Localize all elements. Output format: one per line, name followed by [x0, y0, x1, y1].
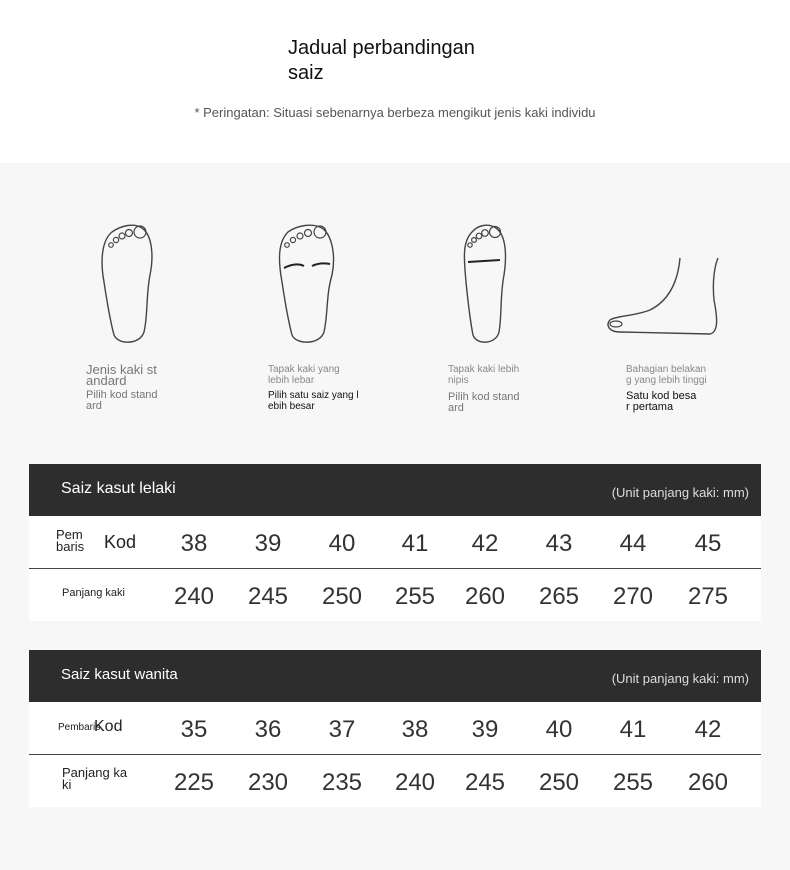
women-code-cell: 39 [471, 716, 499, 743]
foot-caption-3 [448, 364, 548, 414]
men-length-cell: 275 [687, 583, 729, 610]
men-length-label: Panjang kaki [62, 587, 125, 599]
men-unit-note: (Unit panjang kaki: mm) [611, 485, 749, 500]
men-code-cell: 38 [180, 530, 208, 557]
women-length-cell: 225 [173, 769, 215, 796]
caption-type: Tapak kaki yang [268, 364, 340, 375]
women-length-cell: 260 [687, 769, 729, 796]
caption-type: lebih lebar [268, 375, 315, 386]
caption-advice: r pertama [626, 401, 674, 413]
men-length-cell: 245 [247, 583, 289, 610]
label-part: baris [56, 539, 85, 554]
women-code-cell: 40 [545, 716, 573, 743]
high-instep-foot-icon [600, 220, 730, 350]
standard-foot-icon [62, 220, 192, 350]
caption-advice: ard [86, 400, 102, 412]
label-part: Pem [56, 527, 83, 542]
women-code-row [29, 702, 761, 755]
header-section [0, 0, 790, 163]
men-length-cell: 260 [464, 583, 506, 610]
caption-type: Jenis kaki st [86, 362, 157, 377]
men-length-cell: 255 [394, 583, 436, 610]
men-length-cell: 250 [321, 583, 363, 610]
title-line-2: saiz [288, 62, 324, 84]
foot-caption-4 [626, 364, 746, 413]
caption-type: nipis [448, 375, 469, 386]
men-table-title: Saiz kasut lelaki [61, 480, 176, 497]
men-code-cell: 39 [254, 530, 282, 557]
women-length-label [62, 767, 127, 791]
caption-advice: ard [448, 402, 464, 414]
women-code-label-small: Pembaris [58, 722, 101, 733]
women-length-cell: 240 [394, 769, 436, 796]
caption-type: Tapak kaki lebih [448, 364, 520, 375]
women-table-title: Saiz kasut wanita [61, 666, 178, 683]
women-length-cell: 250 [538, 769, 580, 796]
women-length-cell: 235 [321, 769, 363, 796]
men-code-label-small [56, 529, 84, 553]
caption-type: g yang lebih tinggi [626, 375, 707, 386]
men-code-label: Kod [104, 532, 137, 552]
women-unit-note: (Unit panjang kaki: mm) [611, 671, 749, 686]
thin-foot-icon [420, 220, 550, 350]
women-size-header [29, 650, 761, 702]
caption-advice: Pilih satu saiz yang l [268, 390, 359, 401]
women-length-cell: 255 [612, 769, 654, 796]
men-size-header [29, 464, 761, 516]
men-length-cell: 265 [538, 583, 580, 610]
women-length-row [29, 755, 761, 807]
men-length-cell: 240 [173, 583, 215, 610]
women-length-cell: 245 [464, 769, 506, 796]
women-length-cell: 230 [247, 769, 289, 796]
warning-note: * Peringatan: Situasi sebenarnya berbeza mengikut jenis kaki individu [194, 105, 596, 120]
women-code-cell: 42 [694, 716, 722, 743]
caption-advice: ebih besar [268, 401, 315, 412]
page-title [288, 36, 508, 86]
wide-foot-icon [240, 220, 370, 350]
men-code-cell: 41 [401, 530, 429, 557]
men-code-cell: 44 [619, 530, 647, 557]
women-code-cell: 35 [180, 716, 208, 743]
men-code-cell: 43 [545, 530, 573, 557]
men-code-cell: 40 [328, 530, 356, 557]
women-code-cell: 37 [328, 716, 356, 743]
men-code-cell: 45 [694, 530, 722, 557]
foot-caption-1 [86, 364, 186, 412]
women-code-cell: 41 [619, 716, 647, 743]
caption-advice: Satu kod besa [626, 390, 697, 402]
women-code-label: Kod [94, 718, 123, 735]
caption-advice: Pilih kod stand [448, 391, 520, 403]
foot-caption-2 [268, 364, 368, 412]
women-code-cell: 36 [254, 716, 282, 743]
label-part: ki [62, 777, 72, 792]
title-line-1: Jadual perbandingan [288, 37, 475, 59]
women-code-cell: 38 [401, 716, 429, 743]
men-length-row [29, 569, 761, 621]
men-length-cell: 270 [612, 583, 654, 610]
caption-type: Bahagian belakan [626, 364, 707, 375]
label-part: Panjang ka [62, 765, 128, 780]
men-code-cell: 42 [471, 530, 499, 557]
caption-type: andard [86, 373, 127, 388]
caption-advice: Pilih kod stand [86, 389, 158, 401]
men-code-row [29, 516, 761, 569]
